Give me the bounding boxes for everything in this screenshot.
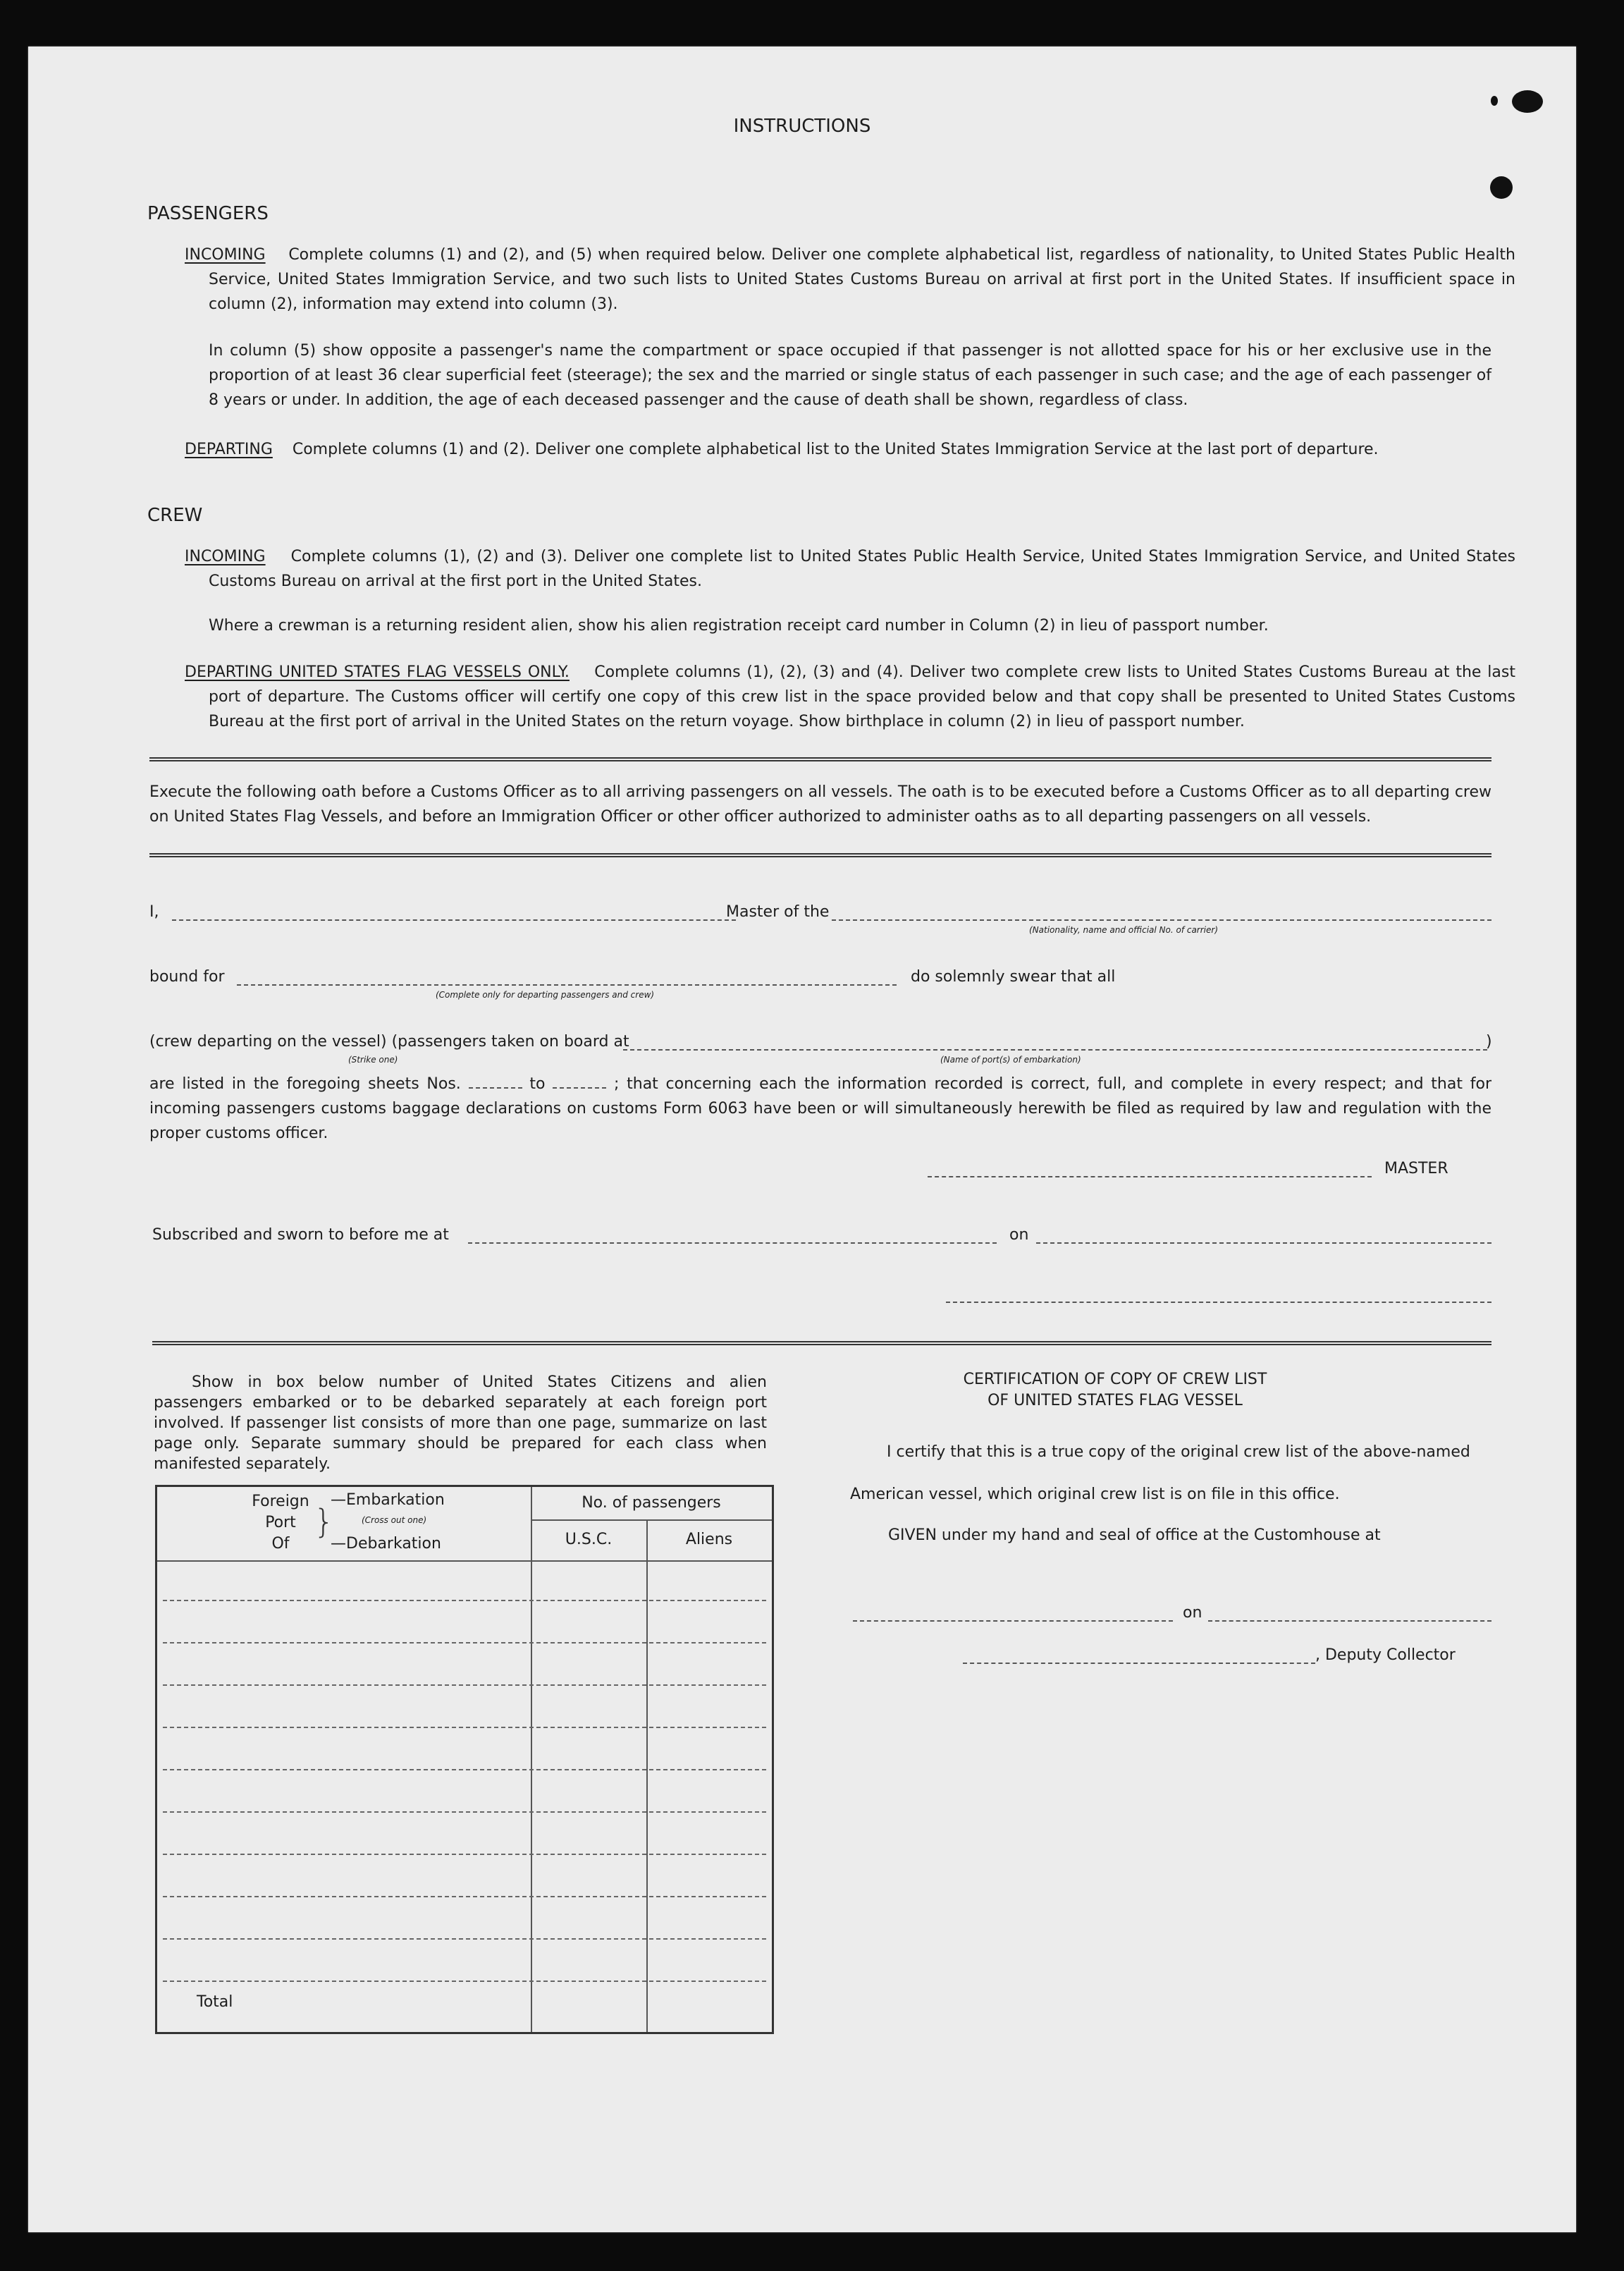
certification-line1: I certify that this is a true copy of the original crew list of the above-named (887, 1443, 1470, 1461)
deputy-collector-label: , Deputy Collector (1315, 1646, 1456, 1664)
table-row[interactable] (163, 1938, 766, 1940)
close-paren: ) (1486, 1033, 1492, 1051)
table-row[interactable] (163, 1811, 766, 1813)
embarkation-port-field[interactable] (623, 1049, 1487, 1051)
sheet-to-field[interactable] (553, 1087, 606, 1089)
table-row[interactable] (163, 1727, 766, 1728)
page-title: INSTRUCTIONS (733, 116, 871, 137)
subscribed-place-field[interactable] (468, 1242, 997, 1244)
port-note: (Name of port(s) of embarkation) (940, 1055, 1081, 1065)
listed-to: to (529, 1075, 546, 1093)
total-label: Total (197, 1993, 233, 2011)
crew-heading: CREW (147, 505, 203, 526)
divider (152, 1341, 1491, 1345)
master-signature-field[interactable] (928, 1176, 1372, 1177)
crew-incoming-label: INCOMING (185, 548, 266, 565)
table-row[interactable] (163, 1896, 766, 1897)
table-row[interactable] (163, 1684, 766, 1686)
oath-intro: Execute the following oath before a Customs Officer as to all arriving passengers on all vessels. The oath is to be executed before a Customs Officer as to all departing crew on United States Flag Vessels, and before an Immigration Officer or other officer authorized to administer oaths as to all departing passengers on all vessels. (149, 783, 1491, 826)
foreign-label: Foreign (252, 1493, 309, 1510)
subscribed-label: Subscribed and sworn to before me at (152, 1226, 449, 1244)
customhouse-field[interactable] (853, 1620, 1173, 1622)
ink-blot (1490, 176, 1513, 199)
carrier-field[interactable] (832, 919, 1491, 921)
strike-one-note: (Strike one) (348, 1055, 398, 1065)
passengers-incoming-paragraph (185, 243, 1515, 317)
crew-departing-label: DEPARTING UNITED STATES FLAG VESSELS ONLY. (185, 663, 570, 681)
subscribed-date-field[interactable] (1036, 1242, 1491, 1244)
master-name-field[interactable] (172, 919, 736, 921)
swear-text: do solemnly swear that all (911, 968, 1116, 986)
crew-incoming-paragraph (185, 544, 1515, 594)
officer-signature-field[interactable] (946, 1302, 1491, 1303)
passengers-departing-label: DEPARTING (185, 441, 273, 458)
debarkation-label: —Debarkation (331, 1535, 441, 1553)
table-row[interactable] (163, 1769, 766, 1770)
divider (149, 853, 1491, 857)
passengers-column5-paragraph: In column (5) show opposite a passenger's name the compartment or space occupied if that passenger is not allotted space for his or her exclusive use in the proportion of at least 36 clear superficial feet (steerage); the sex and the married or single status of each passenger in such case; and the age of each passenger of 8 years or under. In addition, the age of each deceased passenger and the cause of death shall be shown, regardless of class. (209, 342, 1491, 409)
form-page (28, 47, 1576, 2232)
crew-resident-paragraph: Where a crewman is a returning resident alien, show his alien registration receipt card number in Column (2) in lieu of passport number. (209, 617, 1269, 635)
cross-out-note: (Cross out one) (362, 1515, 427, 1525)
bound-for-label: bound for (149, 968, 225, 986)
embarkation-label: —Embarkation (331, 1491, 445, 1509)
crew-departing-paragraph (185, 660, 1515, 734)
certification-on-label: on (1183, 1604, 1202, 1622)
ink-blot (1512, 90, 1543, 113)
ink-blot (1491, 96, 1498, 106)
listed-paragraph (149, 1072, 1491, 1146)
oath-i-label: I, (149, 903, 159, 921)
column-divider (646, 1519, 648, 2032)
certification-title-line1: CERTIFICATION OF COPY OF CREW LIST (963, 1371, 1267, 1388)
summary-intro: Show in box below number of United States Citizens and alien passengers embarked or to be debarked separately at each foreign port involved. If passenger list consists of more than one page, summarize on last page only. Separate summary should be prepared for each class when manifested separately. (154, 1373, 767, 1473)
table-row[interactable] (163, 1854, 766, 1855)
passengers-departing-paragraph (185, 437, 1491, 462)
crew-departing-text: Complete columns (1), (2), (3) and (4). Deliver two complete crew lists to United States Customs Bureau at the last port of departure. The Customs officer will certify one copy of this crew list in the space provided below and that copy shall be presented to United States Customs Bureau at the first port of arrival in the United States on the return voyage. Show birthplace in column (2) in lieu of passport number. (209, 663, 1515, 730)
foreign-port-of-label (249, 1491, 312, 1555)
header-divider (157, 1560, 772, 1562)
deputy-signature-field[interactable] (963, 1663, 1315, 1664)
passenger-summary-table (155, 1485, 774, 2034)
table-row[interactable] (163, 1981, 766, 1982)
certification-title-line2: OF UNITED STATES FLAG VESSEL (988, 1392, 1243, 1409)
carrier-note: (Nationality, name and official No. of carrier) (1029, 925, 1219, 935)
bound-note: (Complete only for departing passengers and crew) (436, 990, 655, 1000)
master-of-the-label: Master of the (726, 903, 830, 921)
subscribed-on-label: on (1009, 1226, 1029, 1244)
column-divider (531, 1487, 532, 2032)
certification-date-field[interactable] (1208, 1620, 1491, 1622)
certification-line2: American vessel, which original crew list is on file in this office. (850, 1486, 1340, 1503)
sheet-from-field[interactable] (469, 1087, 522, 1089)
listed-text-a: are listed in the foregoing sheets Nos. (149, 1075, 461, 1093)
divider (149, 757, 1491, 761)
of-label: Of (271, 1535, 290, 1553)
passengers-departing-text: Complete columns (1) and (2). Deliver one complete alphabetical list to the United States Immigration Service at the last port of departure. (292, 441, 1379, 458)
certification-title (832, 1369, 1398, 1412)
table-row[interactable] (163, 1642, 766, 1643)
usc-header: U.S.C. (565, 1531, 613, 1548)
passengers-incoming-text: Complete columns (1) and (2), and (5) when required below. Deliver one complete alphabetical list, regardless of nationality, to United States Public Health Service, United States Immigration Service, and two such lists to United States Customs Bureau on arrival at first port in the United States. If insufficient space in column (2), information may extend into column (3). (209, 246, 1515, 313)
table-row[interactable] (163, 1600, 766, 1601)
listed-text-b: ; that concerning each the information recorded is correct, full, and complete in every respect; and that for incoming passengers customs baggage declarations on customs Form 6063 have been or will simultaneously herewith be filed as required by law and regulation with the proper customs officer. (149, 1075, 1491, 1142)
port-label: Port (265, 1514, 296, 1531)
master-label: MASTER (1384, 1160, 1448, 1177)
bound-for-field[interactable] (237, 984, 897, 986)
crew-incoming-text: Complete columns (1), (2) and (3). Deliver one complete list to United States Public Health Service, United States Immigration Service, and United States Customs Bureau on arrival at the first port in the United States. (209, 548, 1515, 590)
no-passengers-header: No. of passengers (582, 1494, 721, 1512)
header-divider (531, 1519, 772, 1521)
passengers-heading: PASSENGERS (147, 203, 269, 224)
passengers-incoming-label: INCOMING (185, 246, 266, 264)
brace: } (314, 1502, 335, 1541)
aliens-header: Aliens (685, 1531, 733, 1548)
crew-passengers-text: (crew departing on the vessel) (passengers taken on board at (149, 1033, 629, 1051)
certification-line3: GIVEN under my hand and seal of office at the Customhouse at (888, 1526, 1381, 1544)
